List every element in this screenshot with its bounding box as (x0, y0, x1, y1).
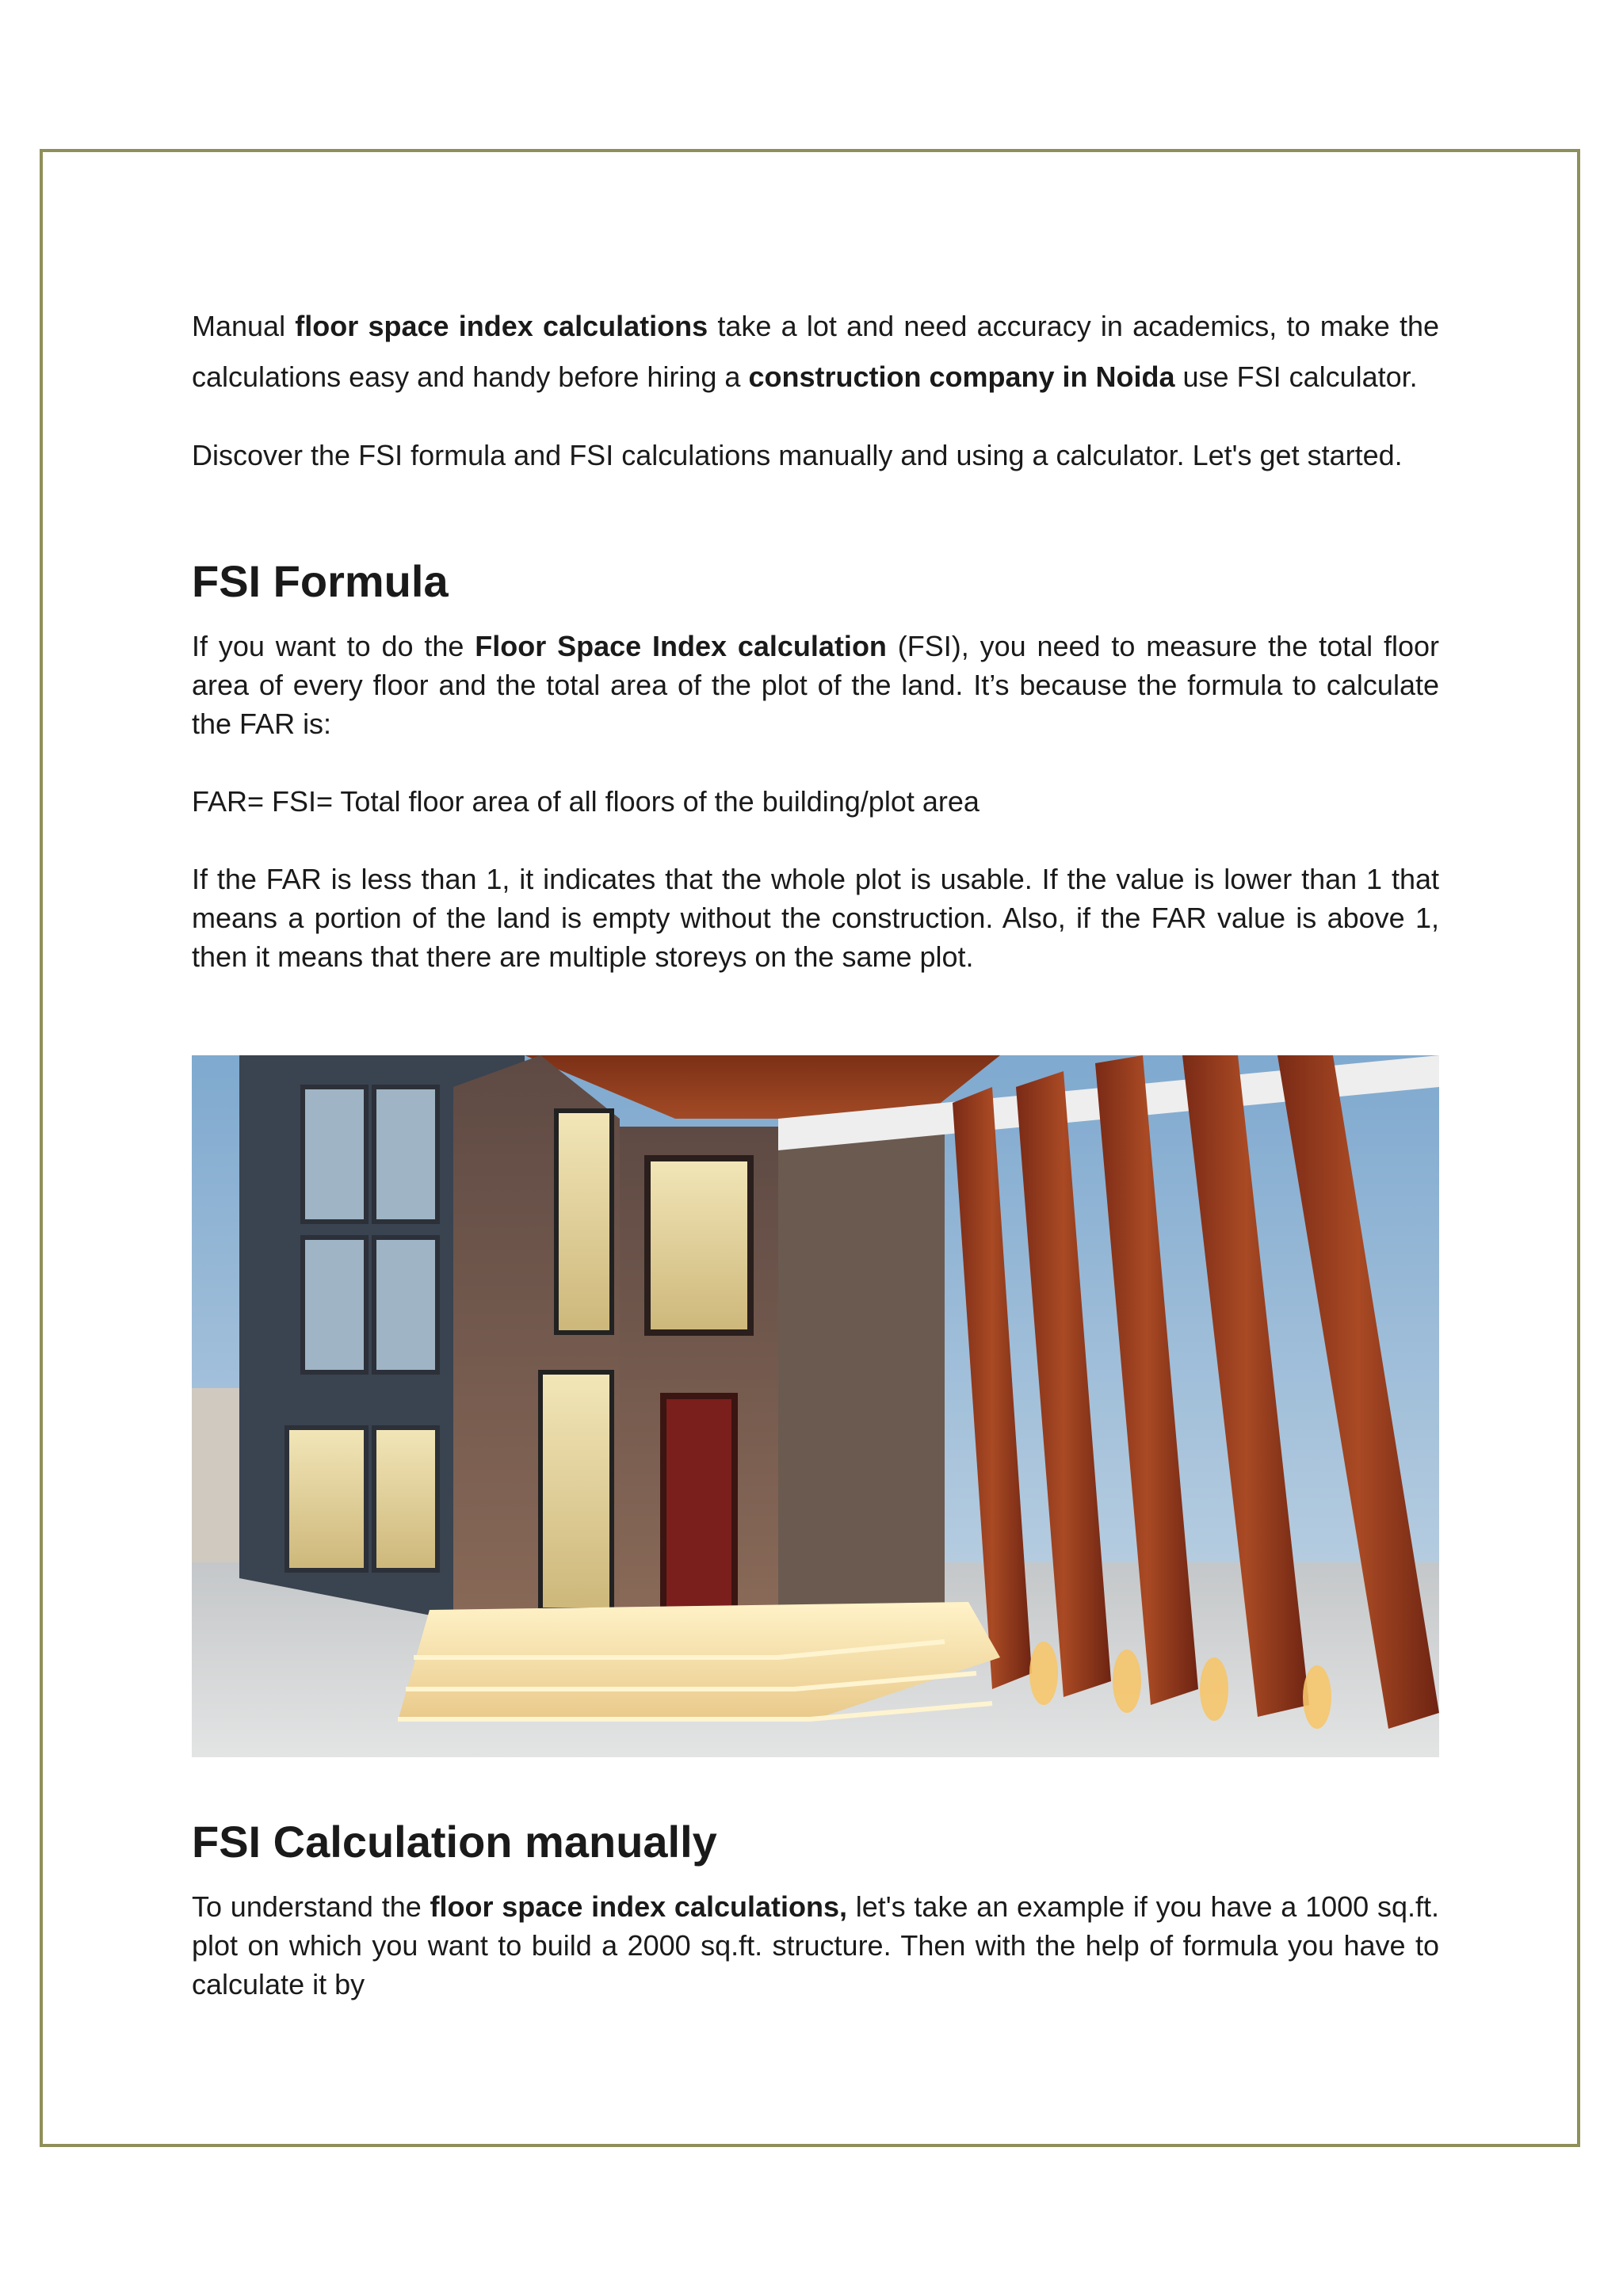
fsi-formula-text-1: If you want to do the (192, 630, 475, 662)
intro-text-2: take a lot and need accuracy in academics, to make the calculations easy and handy before hiring a (192, 310, 1439, 393)
fsi-manual-bold: floor space index calculations, (430, 1890, 847, 1923)
heading-fsi-formula: FSI Formula (192, 556, 449, 606)
far-explanation-paragraph: If the FAR is less than 1, it indicates that the whole plot is usable. If the value is lower than 1 that means a portion of the land is empty without the construction. Also, if the FAR value is above 1, then it means that there are multiple storeys on the same plot. (192, 863, 1439, 973)
heading-fsi-calculation-manually: FSI Calculation manually (192, 1817, 717, 1867)
document-content (192, 301, 1439, 2004)
intro-paragraph (192, 301, 1439, 402)
fsi-formula-text-2: (FSI), you need to measure the total floor area of every floor and the total area of the plot of the land. It’s because the formula to calculate the FAR is: (192, 630, 1439, 740)
intro-text-1: Manual (192, 310, 296, 342)
intro-paragraph-2: Discover the FSI formula and FSI calculations manually and using a calculator. Let's get started. (192, 439, 1403, 471)
fsi-manual-text-2: let's take an example if you have a 1000 sq.ft. plot on which you want to build a 2000 sq.ft. structure. Then with the help of formula you have to calculate it by (192, 1890, 1439, 2000)
fsi-manual-paragraph (192, 1887, 1439, 2004)
fsi-formula-bold: Floor Space Index calculation (475, 630, 887, 662)
fsi-manual-text-1: To understand the (192, 1890, 430, 1923)
intro-bold-construction-company: construction company in Noida (748, 360, 1175, 393)
building-entrance-photo (192, 1055, 1439, 1757)
fsi-formula-paragraph (192, 627, 1439, 743)
intro-bold-fsi-calculations: floor space index calculations (295, 310, 708, 342)
formula-line: FAR= FSI= Total floor area of all floors of the building/plot area (192, 785, 980, 818)
intro-text-3: use FSI calculator. (1174, 360, 1418, 393)
